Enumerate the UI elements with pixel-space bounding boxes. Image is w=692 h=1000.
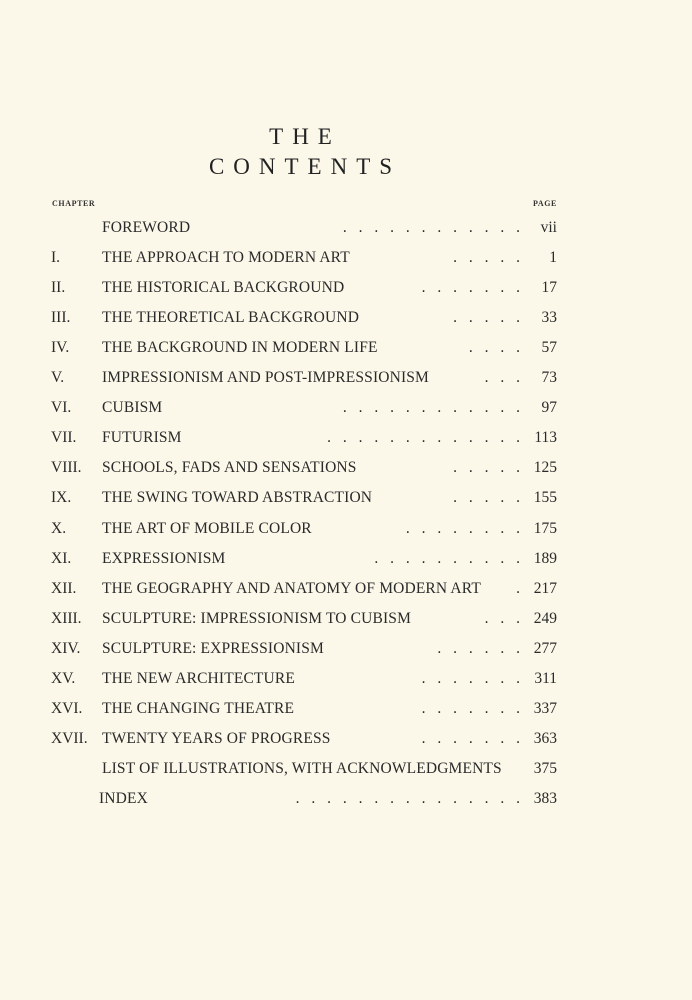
toc-entry [0, 758, 692, 780]
chapter-number: XVII. [51, 729, 88, 747]
toc-entry [0, 548, 692, 570]
chapter-number: V. [51, 369, 65, 387]
chapter-number: IX. [51, 489, 72, 507]
page-number: 189 [533, 549, 557, 567]
chapter-title: SCULPTURE: EXPRESSIONISM [102, 639, 324, 657]
dot-leader: . . . . . . . . [405, 519, 520, 537]
chapter-title: THE NEW ARCHITECTURE [102, 669, 296, 687]
page-number: 363 [533, 729, 557, 747]
chapter-title: THE THEORETICAL BACKGROUND [102, 309, 360, 327]
dot-leader: . . . . . [453, 489, 520, 507]
chapter-number: XV. [51, 669, 76, 687]
dot-leader: . . . . . . . [421, 699, 520, 717]
chapter-title: THE GEOGRAPHY AND ANATOMY OF MODERN ART [102, 579, 481, 597]
page-number: 337 [533, 699, 557, 717]
dot-leader: . . . . [468, 339, 520, 357]
toc-entry [0, 427, 692, 449]
dot-leader: . . . . . [453, 309, 520, 327]
dot-leader: . . . . . [453, 249, 520, 267]
dot-leader: . . . . . [453, 459, 520, 477]
dot-leader: . . . [484, 369, 520, 387]
chapter-number: III. [51, 309, 71, 327]
page-number: 113 [534, 429, 557, 447]
chapter-number: XIV. [51, 639, 81, 657]
page-number: 1 [549, 249, 557, 267]
chapter-title: THE APPROACH TO MODERN ART [102, 249, 350, 267]
chapter-title: TWENTY YEARS OF PROGRESS [102, 729, 331, 747]
page-number: 175 [533, 519, 557, 537]
chapter-title: FUTURISM [102, 429, 182, 447]
toc-entry [0, 518, 692, 540]
chapter-number: VII. [51, 429, 77, 447]
page-number: 375 [533, 759, 557, 777]
chapter-number: VI. [51, 399, 72, 417]
chapter-title: THE HISTORICAL BACKGROUND [102, 279, 345, 297]
page-number: 311 [534, 669, 557, 687]
toc-entry [0, 578, 692, 600]
toc-entry [0, 638, 692, 660]
chapter-number: VIII. [51, 459, 82, 477]
dot-leader: . . . . . . . . . . . . [342, 219, 520, 236]
dot-leader: . . . . . . . [421, 729, 520, 747]
page-number: 33 [541, 309, 557, 327]
dot-leader: . . . . . . . [421, 669, 520, 687]
chapter-title: THE ART OF MOBILE COLOR [102, 519, 312, 537]
page-number: 73 [541, 369, 557, 387]
dot-leader: . . . . . . . . . . [374, 549, 520, 567]
chapter-number: IV. [51, 339, 70, 357]
toc-entry [0, 608, 692, 630]
toc-entry [0, 698, 692, 720]
page-number: 155 [533, 489, 557, 507]
chapter-column-header: CHAPTER [52, 199, 96, 208]
toc-entry [0, 367, 692, 389]
chapter-number: X. [51, 519, 67, 537]
chapter-title: THE BACKGROUND IN MODERN LIFE [102, 339, 378, 357]
heading-line-contents: CONTENTS [208, 154, 402, 179]
page-column-header: PAGE [532, 199, 557, 208]
toc-entry [0, 728, 692, 750]
chapter-number: XIII. [51, 609, 82, 627]
dot-leader: . [516, 579, 520, 597]
chapter-title: THE SWING TOWARD ABSTRACTION [102, 489, 373, 507]
chapter-number: XII. [51, 579, 77, 597]
chapter-title: INDEX [99, 789, 148, 807]
chapter-title: EXPRESSIONISM [102, 549, 226, 567]
chapter-title: THE CHANGING THEATRE [102, 699, 295, 717]
toc-entry [0, 788, 692, 810]
toc-entry [0, 307, 692, 329]
page-number: 383 [533, 789, 557, 807]
toc-entry [0, 217, 692, 239]
page-number: 97 [541, 399, 557, 417]
page-number: 277 [533, 639, 557, 657]
chapter-number: XVI. [51, 699, 83, 717]
page-number: vii [540, 219, 557, 236]
chapter-title: IMPRESSIONISM AND POST-IMPRESSIONISM [102, 369, 429, 387]
toc-entry [0, 337, 692, 359]
page-number: 217 [533, 579, 557, 597]
heading-line-the: THE [269, 124, 341, 149]
chapter-title: FOREWORD [102, 219, 191, 236]
toc-entry [0, 397, 692, 419]
toc-entry [0, 247, 692, 269]
page-number: 125 [533, 459, 557, 477]
page-number: 17 [541, 279, 557, 297]
page-number: 249 [533, 609, 557, 627]
dot-leader: . . . . . . . [421, 279, 520, 297]
toc-entry [0, 277, 692, 299]
page-number: 57 [541, 339, 557, 357]
dot-leader: . . . . . . . . . . . . [342, 399, 520, 417]
dot-leader: . . . . . . . . . . . . . [327, 429, 520, 447]
toc-entry [0, 668, 692, 690]
dot-leader: . . . . . . [437, 639, 520, 657]
chapter-title: CUBISM [102, 399, 163, 417]
chapter-title: SCULPTURE: IMPRESSIONISM TO CUBISM [102, 609, 411, 627]
chapter-number: II. [51, 279, 66, 297]
toc-entry [0, 487, 692, 509]
chapter-number: I. [51, 249, 61, 267]
toc-entry [0, 457, 692, 479]
dot-leader: . . . [484, 609, 520, 627]
dot-leader: . . . . . . . . . . . . . . . [295, 789, 520, 807]
chapter-title: SCHOOLS, FADS AND SENSATIONS [102, 459, 357, 477]
chapter-number: XI. [51, 549, 72, 567]
chapter-title: LIST OF ILLUSTRATIONS, WITH ACKNOWLEDGMENTS [102, 759, 502, 777]
